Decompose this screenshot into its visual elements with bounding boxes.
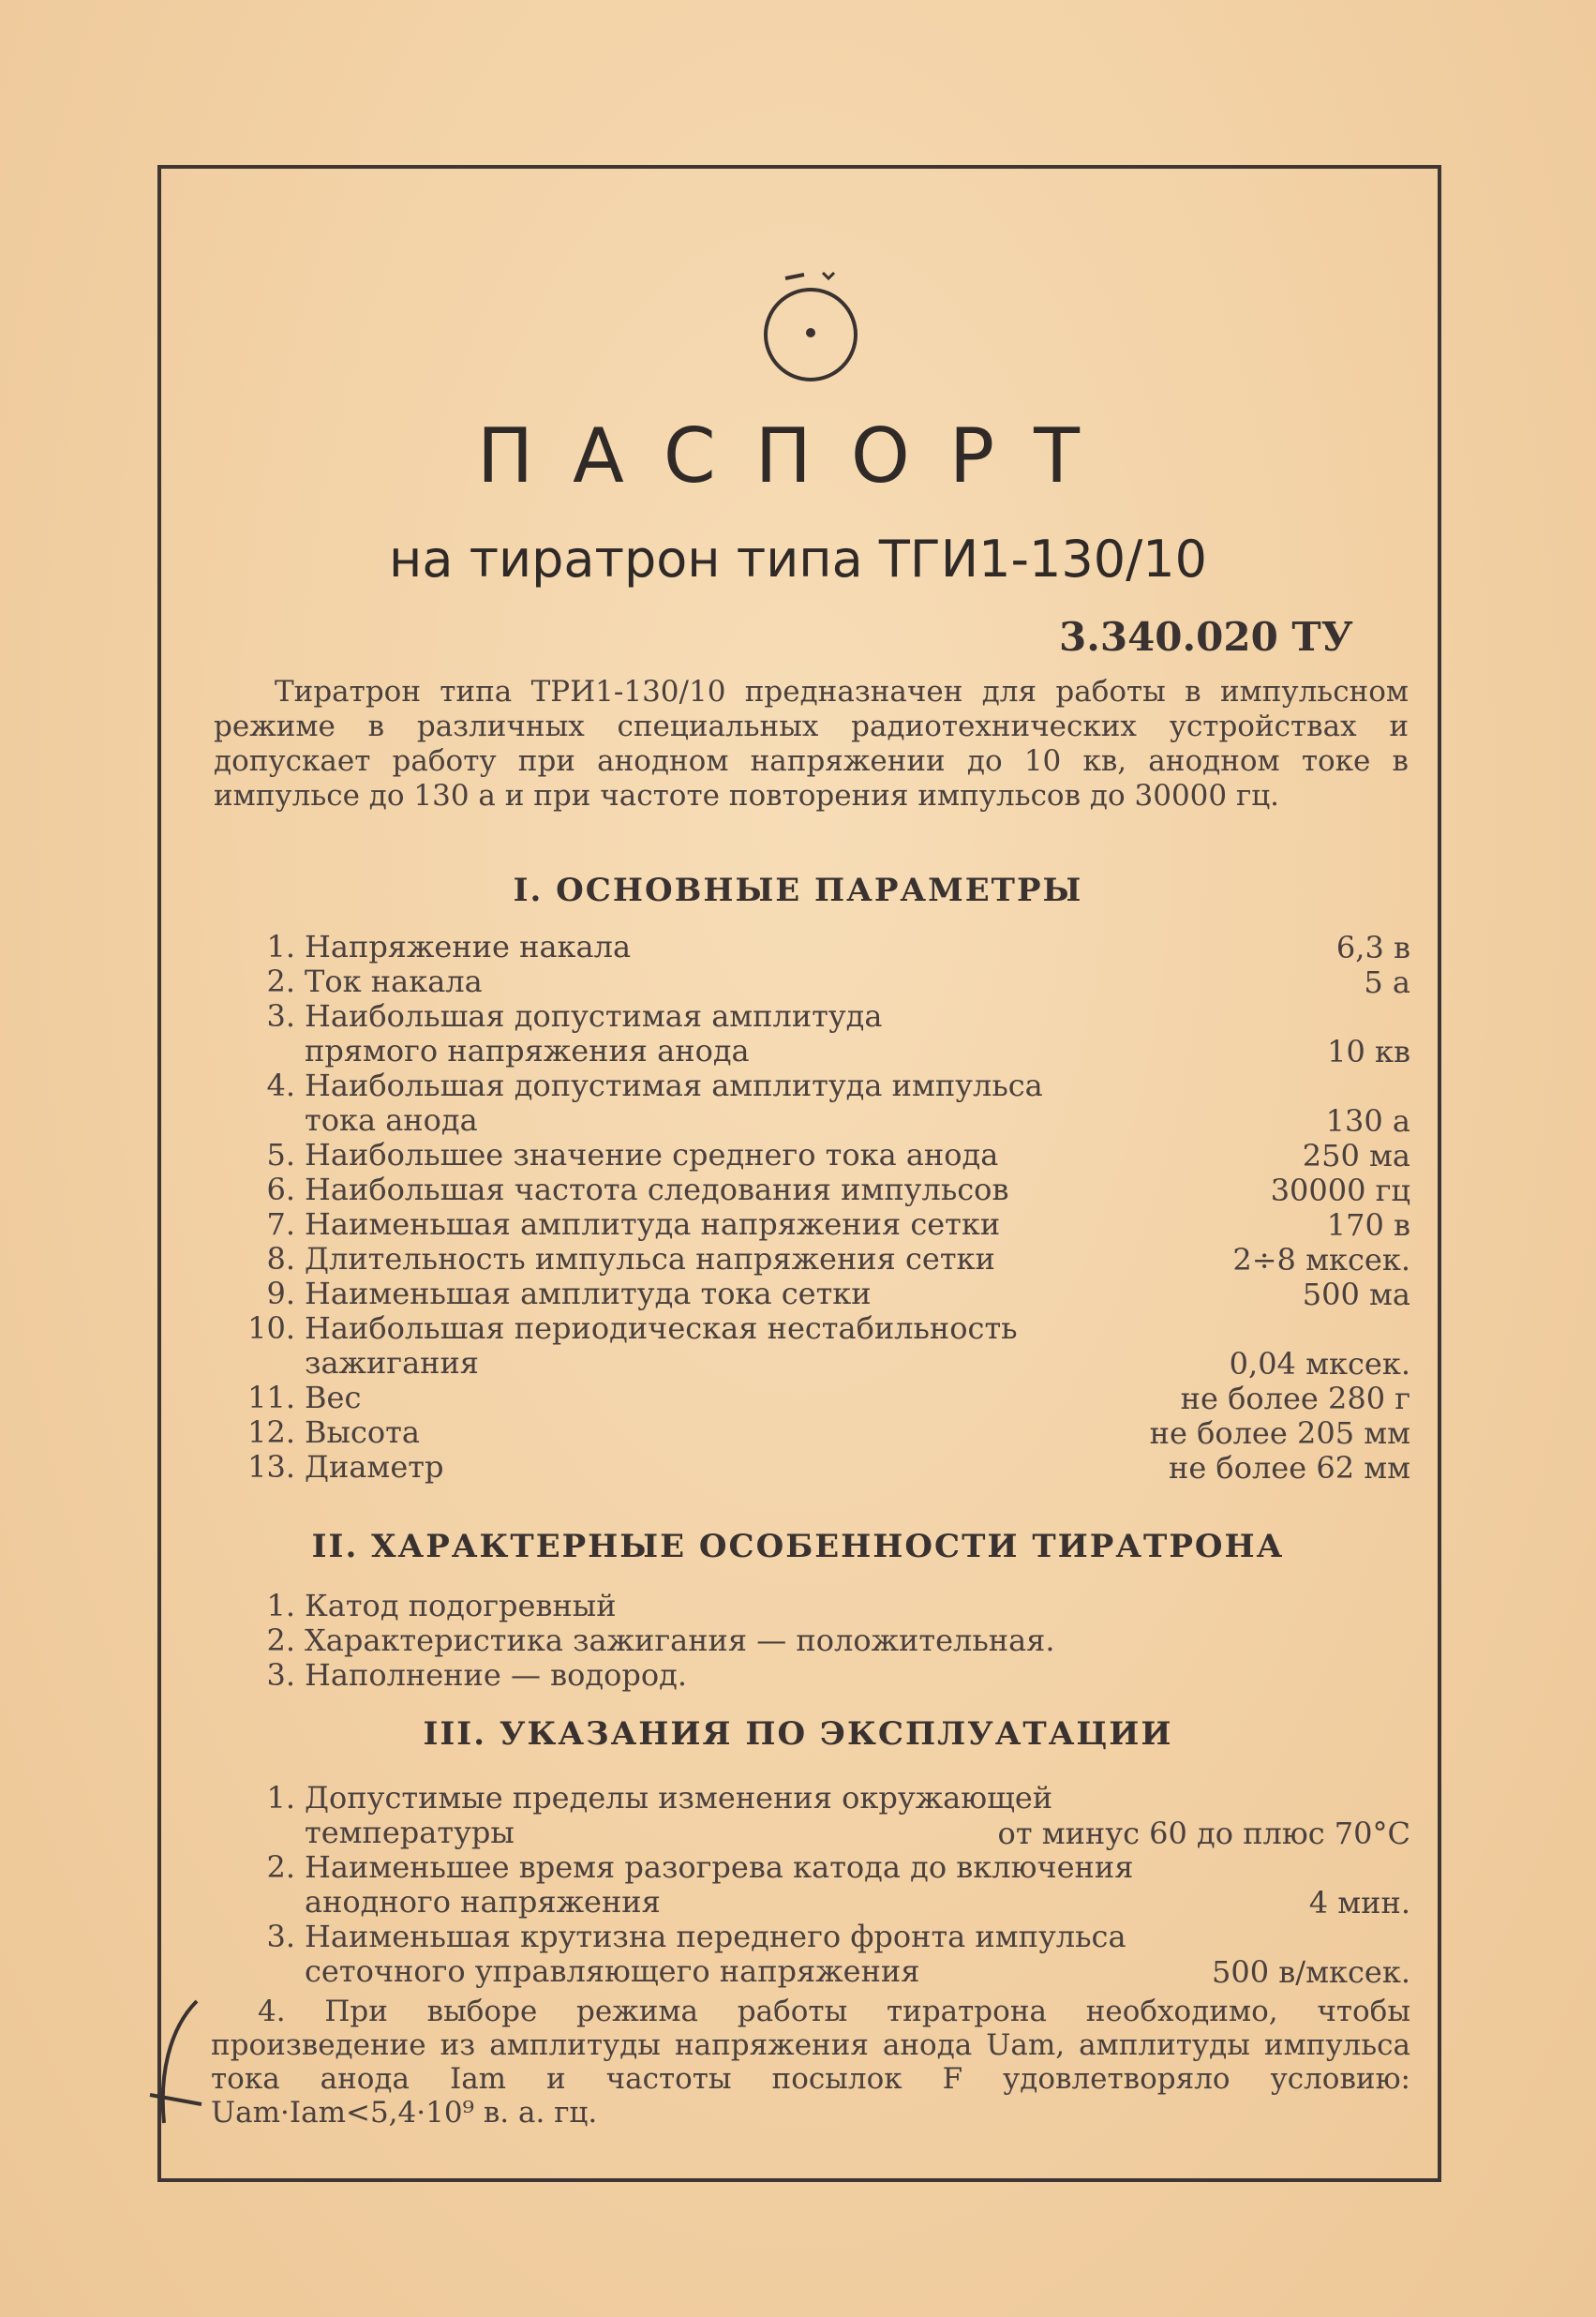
- item-number: 10.: [247, 1310, 295, 1346]
- list-item: [230, 1850, 1410, 1885]
- item-label: анодного напряжения: [305, 1884, 661, 1920]
- item-label: Наполнение — водород.: [305, 1657, 687, 1693]
- list-item: [230, 1885, 1410, 1920]
- item-label: Наибольшая допустимая амплитуда: [305, 998, 883, 1034]
- list-item: [230, 1589, 1410, 1623]
- item-value: 170 в: [1326, 1207, 1410, 1243]
- item-label: тока анода: [305, 1102, 478, 1138]
- item-number: 3.: [266, 1657, 295, 1693]
- spec-number: 3.340.020 ТУ: [1059, 614, 1353, 660]
- list-item: [230, 1242, 1410, 1277]
- item-label: Допустимые пределы изменения окружающей: [305, 1780, 1053, 1816]
- list-item: [230, 964, 1410, 999]
- item-value: 5 а: [1364, 964, 1410, 1000]
- item-label: Наибольшая допустимая амплитуда импульса: [305, 1068, 1043, 1103]
- list-item: [230, 1658, 1410, 1693]
- list-item: [230, 1415, 1410, 1450]
- operation-note: 4. При выборе режима работы тиратрона необходимо, чтобы произведение из амплитуды напряжения анода Uam, амплитуды импульса тока анода Iam и частоты посылок F удовлетворяло условию: Uam·Iam<5,4·10⁹ в. а. гц.: [211, 1995, 1410, 2130]
- item-value: 130 а: [1325, 1103, 1410, 1139]
- document-title: ПАСПОРТ: [477, 412, 1119, 500]
- list-item: [230, 1954, 1410, 1989]
- list-item: [230, 1173, 1410, 1207]
- item-number: 4.: [266, 1068, 295, 1103]
- item-label: Наибольшее значение среднего тока анода: [305, 1137, 999, 1173]
- item-value: не более 205 мм: [1149, 1415, 1410, 1451]
- item-label: сеточного управляющего напряжения: [305, 1953, 920, 1989]
- item-value: 6,3 в: [1335, 930, 1410, 965]
- item-label: Наименьшая амплитуда тока сетки: [305, 1276, 872, 1311]
- item-number: 12.: [247, 1414, 295, 1450]
- item-label: Катод подогревный: [305, 1588, 617, 1623]
- item-value: 30000 гц: [1270, 1173, 1410, 1208]
- list-item: [230, 1207, 1410, 1242]
- section2-list: [230, 1589, 1410, 1693]
- list-item: [230, 1623, 1410, 1658]
- item-value: не более 280 г: [1180, 1381, 1410, 1416]
- item-number: 3.: [266, 998, 295, 1034]
- item-number: 1.: [266, 1588, 295, 1623]
- item-number: 1.: [266, 929, 295, 964]
- item-number: 7.: [266, 1206, 295, 1242]
- item-value: 4 мин.: [1308, 1885, 1410, 1921]
- list-item: [230, 1069, 1410, 1103]
- item-value: 500 ма: [1302, 1277, 1410, 1312]
- list-item: [230, 1346, 1410, 1381]
- item-label: Ток накала: [305, 964, 483, 999]
- item-number: 2.: [266, 964, 295, 999]
- intro-paragraph: Тиратрон типа ТРИ1-130/10 предназначен для работы в импульсном режиме в различных специальных радиотехнических устройствах и допускает работу при анодном напряжении до 10 кв, анодном токе в импульсе до 130 а и при частоте повторения импульсов до 30000 гц.: [214, 675, 1409, 813]
- item-label: Вес: [305, 1380, 362, 1415]
- item-value: 10 кв: [1327, 1034, 1410, 1069]
- item-number: 2.: [266, 1622, 295, 1658]
- section1-list: [230, 930, 1410, 1485]
- item-label: Наибольшая периодическая нестабильность: [305, 1310, 1018, 1346]
- item-label: температуры: [305, 1815, 515, 1850]
- list-item: [230, 1920, 1410, 1954]
- list-item: [230, 1138, 1410, 1173]
- item-value: не более 62 мм: [1168, 1450, 1410, 1486]
- item-label: прямого напряжения анода: [305, 1033, 750, 1069]
- item-label: Диаметр: [305, 1449, 444, 1485]
- list-item: [230, 1034, 1410, 1069]
- list-item: [230, 1311, 1410, 1346]
- item-value: 250 ма: [1302, 1138, 1410, 1173]
- item-label: Наименьшая амплитуда напряжения сетки: [305, 1206, 1001, 1242]
- item-number: 9.: [266, 1276, 295, 1311]
- item-label: Длительность импульса напряжения сетки: [305, 1241, 995, 1277]
- item-number: 13.: [247, 1449, 295, 1485]
- list-item: [230, 1450, 1410, 1485]
- item-number: 8.: [266, 1241, 295, 1277]
- manufacturer-logo: [750, 267, 872, 389]
- list-item: [230, 1816, 1410, 1850]
- item-label: Наибольшая частота следования импульсов: [305, 1172, 1009, 1207]
- item-label: Напряжение накала: [305, 929, 632, 964]
- item-label: Высота: [305, 1414, 420, 1450]
- item-value: от минус 60 до плюс 70°С: [997, 1816, 1410, 1851]
- item-number: 3.: [266, 1919, 295, 1954]
- item-number: 5.: [266, 1137, 295, 1173]
- item-label: Наименьшая крутизна переднего фронта импульса: [305, 1919, 1126, 1954]
- list-item: [230, 1277, 1410, 1311]
- list-item: [230, 1103, 1410, 1138]
- list-item: [230, 1381, 1410, 1415]
- item-value: 500 в/мксек.: [1212, 1954, 1410, 1990]
- section3-heading: III. УКАЗАНИЯ ПО ЭКСПЛУАТАЦИИ: [423, 1715, 1173, 1753]
- item-number: 2.: [266, 1849, 295, 1885]
- item-label: Наименьшее время разогрева катода до включения: [305, 1849, 1134, 1885]
- item-value: 0,04 мксек.: [1229, 1346, 1410, 1382]
- item-label: зажигания: [305, 1345, 479, 1381]
- item-number: 6.: [266, 1172, 295, 1207]
- item-number: 11.: [247, 1380, 295, 1415]
- document-subtitle: на тиратрон типа ТГИ1-130/10: [389, 530, 1207, 589]
- item-value: 2÷8 мксек.: [1232, 1242, 1410, 1278]
- section3-list: [230, 1781, 1410, 1989]
- list-item: [230, 1781, 1410, 1816]
- handwritten-mark: [131, 1992, 216, 2132]
- item-label: Характеристика зажигания — положительная.: [305, 1622, 1055, 1658]
- list-item: [230, 930, 1410, 964]
- section1-heading: I. ОСНОВНЫЕ ПАРАМЕТРЫ: [513, 872, 1083, 909]
- list-item: [230, 999, 1410, 1034]
- section2-heading: II. ХАРАКТЕРНЫЕ ОСОБЕННОСТИ ТИРАТРОНА: [311, 1528, 1285, 1565]
- item-number: 1.: [266, 1780, 295, 1816]
